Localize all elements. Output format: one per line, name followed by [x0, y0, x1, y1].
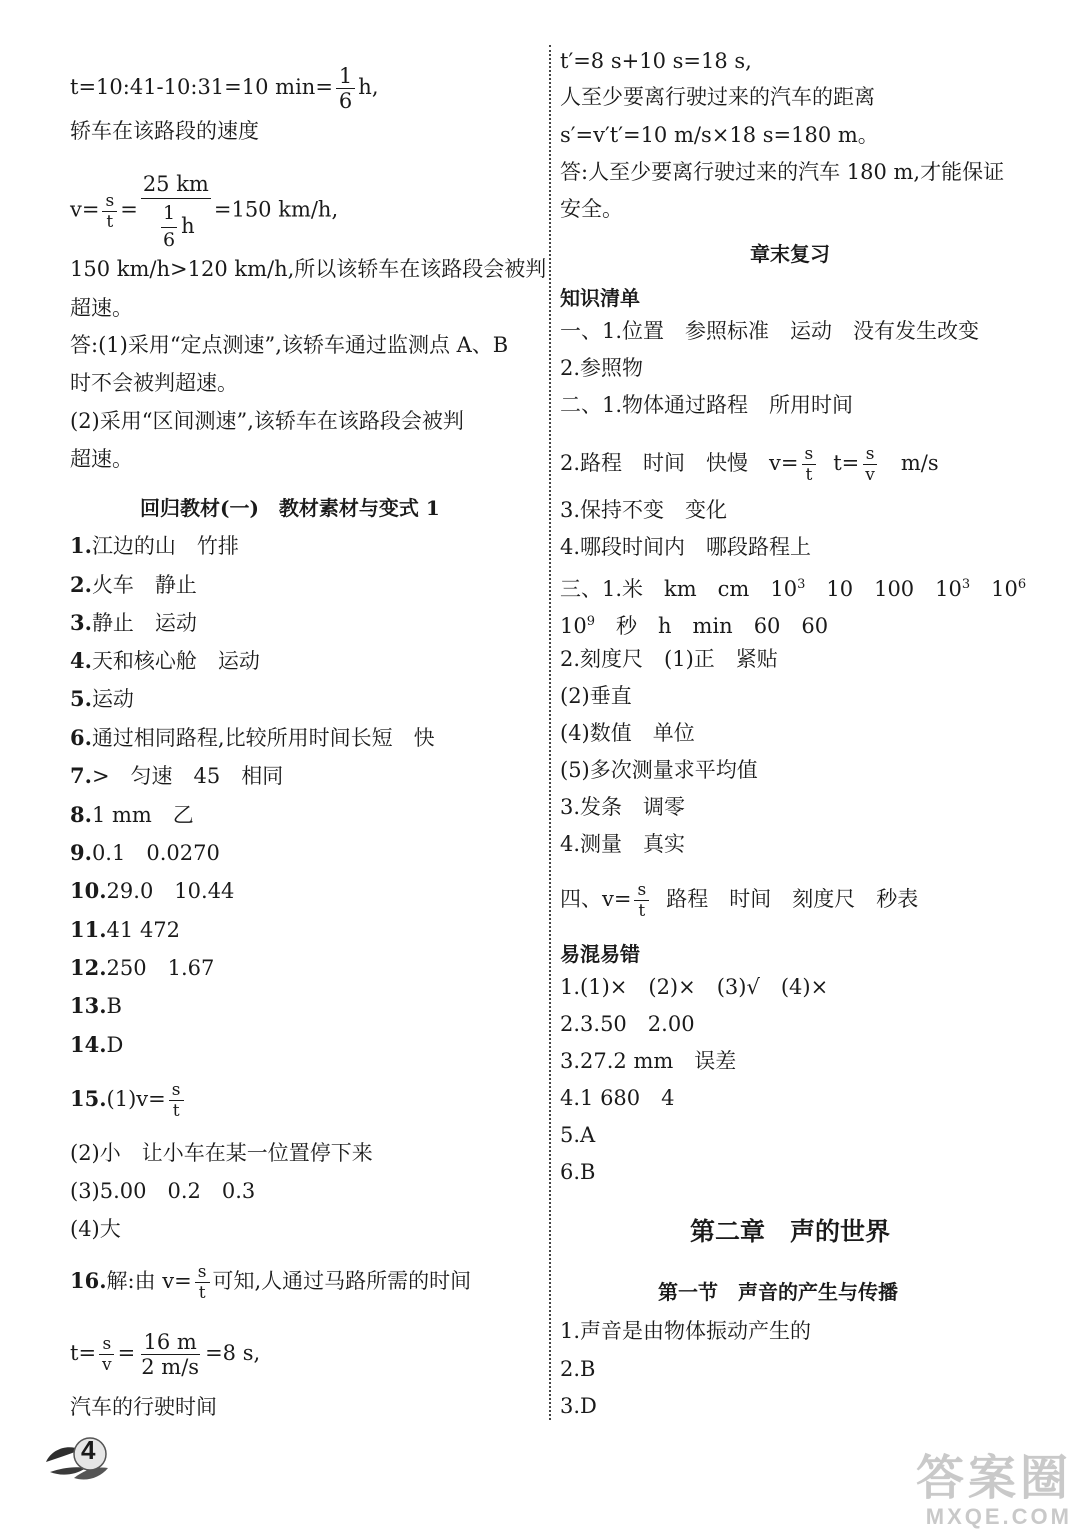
section-item: 1.声音是由物体振动产生的	[560, 1319, 812, 1343]
answer-text: 运动	[91, 687, 134, 711]
list-item	[70, 878, 234, 904]
knowledge-item: (4)数值 单位	[560, 721, 695, 745]
question-number: 8.	[70, 802, 92, 827]
q15-line	[70, 1080, 187, 1121]
fraction-s-over-v	[862, 444, 878, 485]
question-number: 15.	[70, 1086, 107, 1111]
frac-den: 6	[163, 229, 176, 251]
distance-intro: 人至少要离行驶过来的汽车的距离	[560, 85, 875, 109]
list-item	[70, 840, 220, 866]
k4-mid: t=	[833, 451, 860, 475]
fraction-s-over-t	[169, 1080, 184, 1121]
list-item	[70, 686, 134, 712]
k15-post: 路程 时间 刻度尺 秒表	[666, 887, 919, 911]
q16-pre: 解:由 v=	[106, 1269, 192, 1293]
frac-num: s	[195, 1262, 210, 1283]
list-item	[70, 802, 194, 828]
confusion-item: 1.(1)× (2)× (3)√ (4)×	[560, 975, 829, 999]
q15-part4: (4)大	[70, 1217, 121, 1241]
q16-calc-line	[70, 1330, 260, 1379]
question-number: 10.	[70, 878, 107, 903]
heading-confusion: 易混易错	[560, 942, 640, 966]
list-item	[70, 1032, 123, 1058]
heading-chapter-review: 章末复习	[750, 242, 830, 266]
question-number: 16.	[70, 1268, 107, 1293]
question-number: 7.	[70, 763, 92, 788]
confusion-item: 6.B	[560, 1160, 596, 1184]
knowledge-item-formula	[560, 444, 939, 485]
question-number: 6.	[70, 725, 92, 750]
q16-time-result: =8 s,	[205, 1341, 261, 1365]
frac-num: s	[802, 444, 817, 465]
answer-text: 41 472	[106, 918, 181, 942]
list-item	[70, 725, 435, 751]
exponent: 3	[797, 577, 806, 592]
time-calc-line	[70, 64, 379, 113]
time-calc-text: t=10:41-10:31=10 min=	[70, 75, 333, 99]
k4-pre: 2.路程 时间 快慢 v=	[560, 451, 799, 475]
comparison-line: 150 km/h>120 km/h,所以该轿车在该路段会被判	[70, 257, 547, 281]
confusion-item: 5.A	[560, 1123, 596, 1147]
answer-text: 通过相同路程,比较所用时间长短 快	[91, 726, 435, 750]
page-number: 4	[81, 1435, 96, 1465]
unit-m-per-s: m/s	[900, 451, 939, 475]
knowledge-item: 一、1.位置 参照标准 运动 没有发生改变	[560, 319, 980, 343]
heading-knowledge-list: 知识清单	[560, 286, 640, 310]
units-b: 10 100 10	[805, 577, 962, 601]
fraction-one-sixth	[336, 64, 355, 113]
question-number: 12.	[70, 955, 107, 980]
distance-answer-cont: 安全。	[560, 197, 623, 221]
fraction-one-sixth	[160, 199, 178, 252]
list-item	[70, 993, 122, 1019]
q15-part3: (3)5.00 0.2 0.3	[70, 1179, 256, 1203]
answer-text: 29.0 10.44	[106, 879, 235, 903]
answer-2-line: (2)采用“区间测速”,该轿车在该路段会被判	[70, 409, 464, 433]
page-number-badge	[40, 1432, 112, 1484]
fraction-s-over-t	[802, 444, 817, 485]
frac-num: 1	[336, 64, 355, 89]
question-number: 2.	[70, 572, 92, 597]
total-time-line: t′=8 s+10 s=18 s,	[560, 49, 752, 73]
list-item	[70, 917, 180, 943]
frac-den: t	[198, 1283, 206, 1303]
frac-num: s	[634, 880, 649, 901]
heading-section-1: 第一节 声音的产生与传播	[658, 1280, 898, 1304]
question-number: 9.	[70, 840, 92, 865]
frac-den: t	[638, 901, 646, 921]
frac-den: t	[805, 465, 813, 485]
units-a: 三、1.米 km cm 10	[560, 577, 798, 601]
answer-1-line-cont: 时不会被判超速。	[70, 371, 238, 395]
frac-den: t	[172, 1101, 180, 1121]
answer-text: 天和核心舱 运动	[91, 649, 260, 673]
speed-intro: 轿车在该路段的速度	[70, 119, 259, 143]
question-number: 1.	[70, 533, 92, 558]
list-item	[70, 763, 283, 789]
answer-1-line: 答:(1)采用“定点测速”,该轿车通过监测点 A、B	[70, 333, 509, 357]
units-b: 秒 h min 60 60	[595, 614, 829, 638]
list-item	[70, 955, 214, 981]
section-item: 3.D	[560, 1394, 597, 1418]
q15-part2: (2)小 让小车在某一位置停下来	[70, 1141, 373, 1165]
frac-den: t	[106, 211, 114, 232]
frac-den: v	[865, 465, 875, 485]
watermark-url: MXQE.COM	[925, 1504, 1072, 1529]
unit-h: h	[181, 213, 195, 238]
answer-text: 250 1.67	[106, 956, 215, 980]
confusion-item: 2.3.50 2.00	[560, 1012, 695, 1036]
knowledge-item: 2.刻度尺 (1)正 紧贴	[560, 647, 778, 671]
question-number: 3.	[70, 610, 92, 635]
k15-pre: 四、v=	[560, 887, 632, 911]
frac-num: s	[169, 1080, 184, 1101]
frac-num: 25 km	[141, 170, 211, 199]
answer-text: B	[106, 994, 122, 1018]
leaf-icon	[40, 1432, 112, 1484]
question-number: 5.	[70, 686, 92, 711]
knowledge-item-formula	[560, 880, 918, 921]
fraction-s-over-v	[99, 1334, 115, 1375]
question-number: 4.	[70, 648, 92, 673]
q16-car-time: 汽车的行驶时间	[70, 1395, 217, 1419]
distance-calc: s′=v′t′=10 m/s×18 s=180 m。	[560, 123, 879, 147]
distance-answer: 答:人至少要离行驶过来的汽车 180 m,才能保证	[560, 160, 1005, 184]
answer-text: 1 mm 乙	[91, 803, 194, 827]
question-number: 11.	[70, 917, 107, 942]
knowledge-item: 2.参照物	[560, 356, 644, 380]
frac-num: 1	[161, 199, 177, 228]
frac-num: 16 m	[141, 1330, 200, 1355]
fraction-s-over-t	[634, 880, 649, 921]
frac-num: s	[102, 191, 117, 212]
frac-den	[157, 199, 195, 252]
confusion-item: 3.27.2 mm 误差	[560, 1049, 737, 1073]
speed-result: =150 km/h,	[213, 197, 339, 222]
fraction-s-over-t	[102, 191, 117, 232]
answer-text: 静止 运动	[91, 611, 197, 635]
answer-text: 江边的山 竹排	[91, 534, 239, 558]
answer-text: D	[106, 1033, 124, 1057]
speed-v-eq: v=	[70, 197, 100, 222]
question-number: 13.	[70, 993, 107, 1018]
list-item	[70, 572, 197, 598]
knowledge-item: 4.测量 真实	[560, 832, 686, 856]
units-c: 10	[970, 577, 1018, 601]
exponent: 3	[961, 577, 971, 592]
knowledge-item: (2)垂直	[560, 684, 632, 708]
equals-sign: =	[120, 197, 138, 222]
heading-chapter-2: 第二章 声的世界	[690, 1217, 891, 1246]
knowledge-item: 3.保持不变 变化	[560, 498, 728, 522]
q16-t-eq: t=	[70, 1341, 97, 1365]
knowledge-item: (5)多次测量求平均值	[560, 758, 758, 782]
frac-den: 6	[338, 89, 353, 113]
time-calc-end: h,	[358, 75, 379, 99]
exponent: 9	[586, 614, 596, 629]
q16-line	[70, 1262, 471, 1303]
knowledge-item-time-units	[560, 609, 828, 639]
answer-text: 火车 静止	[91, 573, 197, 597]
list-item	[70, 648, 260, 674]
fraction-s-over-t	[195, 1262, 210, 1303]
watermark-logo-text: 答案圈	[915, 1450, 1072, 1506]
frac-num: s	[863, 444, 878, 465]
fraction-distance-speed	[138, 1330, 202, 1379]
knowledge-item-units	[560, 572, 1026, 602]
answer-text: 0.1 0.0270	[91, 841, 220, 865]
section-heading-textbook: 回归教材(一) 教材素材与变式 1	[140, 496, 440, 520]
exponent: 6	[1017, 577, 1027, 592]
watermark	[892, 1452, 1072, 1532]
column-divider	[549, 45, 551, 1420]
frac-num: s	[99, 1334, 114, 1355]
list-item	[70, 533, 239, 559]
frac-den: v	[102, 1355, 112, 1375]
question-number: 14.	[70, 1032, 107, 1057]
answer-2-line-cont: 超速。	[70, 447, 133, 471]
speed-calc-line	[70, 170, 338, 252]
units-a: 10	[560, 614, 587, 638]
q15-formula-pre: (1)v=	[106, 1087, 166, 1111]
list-item	[70, 610, 197, 636]
section-item: 2.B	[560, 1357, 596, 1381]
knowledge-item: 二、1.物体通过路程 所用时间	[560, 393, 854, 417]
compound-fraction	[141, 170, 211, 252]
knowledge-item: 3.发条 调零	[560, 795, 686, 819]
answer-text: > 匀速 45 相同	[91, 764, 284, 788]
comparison-line-cont: 超速。	[70, 296, 133, 320]
q16-post: 可知,人通过马路所需的时间	[212, 1269, 472, 1293]
equals-sign: =	[117, 1341, 136, 1365]
frac-den: 2 m/s	[141, 1355, 200, 1379]
confusion-item: 4.1 680 4	[560, 1086, 675, 1110]
knowledge-item: 4.哪段时间内 哪段路程上	[560, 535, 812, 559]
